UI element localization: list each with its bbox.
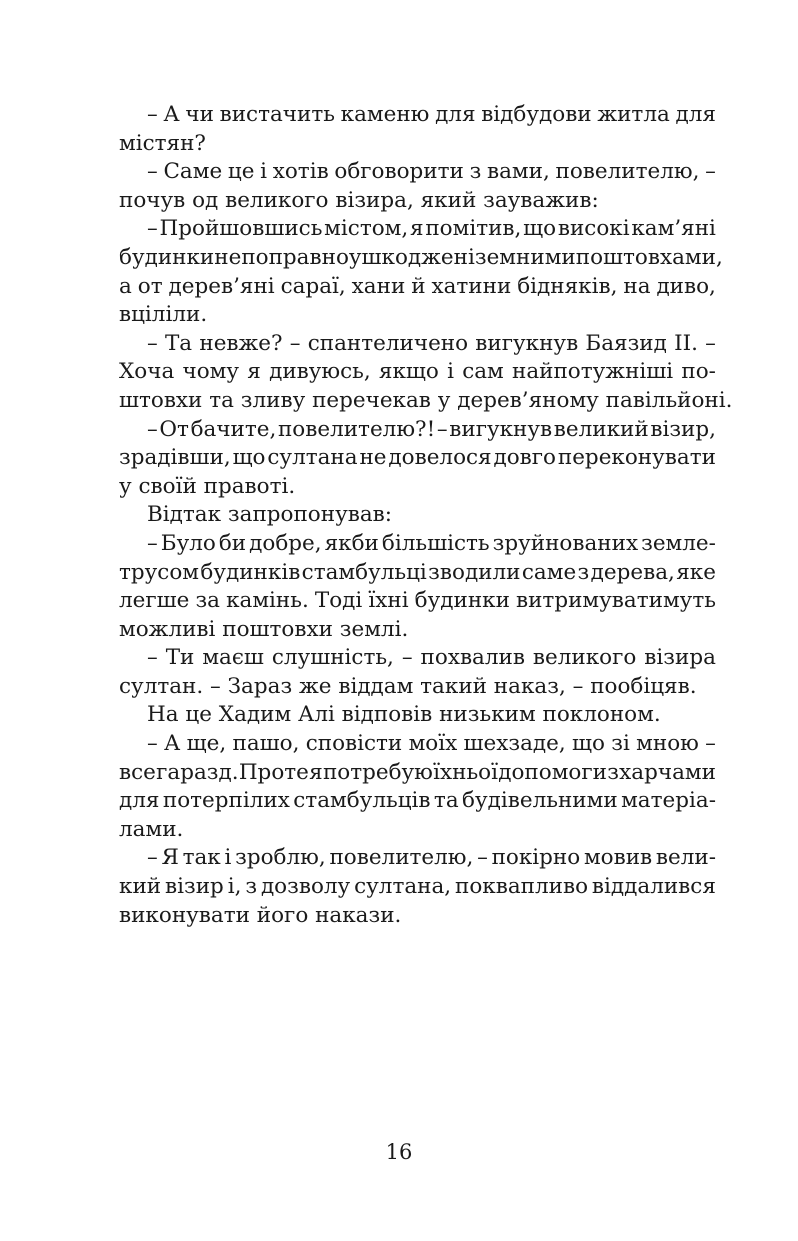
paragraph bbox=[119, 330, 733, 416]
text-line: зрадівши, що султана не довелося довго переконувати bbox=[119, 445, 716, 471]
text-line: вціліли. bbox=[119, 302, 208, 328]
text-line: виконувати його накази. bbox=[119, 902, 402, 928]
text-line: штовхи та зливу перечекав у дерев’яному павільйоні. bbox=[119, 387, 733, 413]
text-line: трусом будинків стамбульці зводили саме з дерева, яке bbox=[119, 559, 716, 585]
paragraph bbox=[119, 844, 716, 930]
text-line: Хоча чому я дивуюсь, якщо і сам найпотужніші по- bbox=[119, 359, 716, 385]
paragraph bbox=[119, 101, 716, 158]
page-number: 16 bbox=[385, 1140, 413, 1164]
text-line: – А ще, пашо, сповісти моїх шехзаде, що зі мною – bbox=[147, 731, 716, 757]
paragraph bbox=[119, 215, 723, 329]
text-line: все гаразд. Проте я потребую їхньої допомоги з харчами bbox=[119, 759, 716, 785]
text-line: для потерпілих стамбульців та будівельними матеріа- bbox=[119, 788, 716, 814]
text-line: лами. bbox=[119, 816, 184, 842]
text-line: – Та невже? – спантеличено вигукнув Баязид II. – bbox=[147, 330, 716, 356]
text-line: у своїй правоті. bbox=[119, 473, 296, 499]
text-line: почув од великого візира, який зауважив: bbox=[119, 187, 599, 213]
text-line: – Ти маєш слушність, – похвалив великого візира bbox=[147, 645, 716, 671]
text-line: легше за камінь. Тоді їхні будинки витримуватимуть bbox=[119, 588, 716, 614]
text-line: а от дерев’яні сараї, хани й хатини бідняків, на диво, bbox=[119, 273, 716, 299]
body-text bbox=[119, 101, 733, 930]
text-line: кий візир і, з дозволу султана, поквапливо віддалився bbox=[119, 874, 716, 900]
text-line: можливі поштовхи землі. bbox=[119, 616, 409, 642]
paragraph bbox=[119, 501, 716, 530]
paragraph bbox=[119, 158, 716, 215]
text-line: – Я так і зроблю, повелителю, – покірно мовив вели- bbox=[147, 845, 716, 871]
text-line: Відтак запропонував: bbox=[147, 502, 393, 528]
text-line: – Було би добре, якби більшість зруйнованих земле- bbox=[147, 530, 716, 556]
paragraph bbox=[119, 701, 716, 730]
paragraph bbox=[119, 530, 716, 644]
text-line: містян? bbox=[119, 130, 206, 156]
text-line: – Саме це і хотів обговорити з вами, повелителю, – bbox=[147, 159, 716, 185]
text-line: На це Хадим Алі відповів низьким поклоном. bbox=[147, 702, 661, 728]
text-line: султан. – Зараз же віддам такий наказ, – пообіцяв. bbox=[119, 673, 697, 699]
text-line: – А чи вистачить каменю для відбудови житла для bbox=[147, 102, 716, 127]
paragraph bbox=[119, 730, 716, 844]
paragraph bbox=[119, 416, 716, 502]
text-line: будинки непоправно ушкоджені земними поштовхами, bbox=[119, 244, 723, 270]
text-line: – Пройшовшись містом, я помітив, що високі кам’яні bbox=[147, 216, 716, 242]
text-line: – От бачите, повелителю?! – вигукнув великий візир, bbox=[147, 416, 716, 442]
paragraph bbox=[119, 644, 716, 701]
